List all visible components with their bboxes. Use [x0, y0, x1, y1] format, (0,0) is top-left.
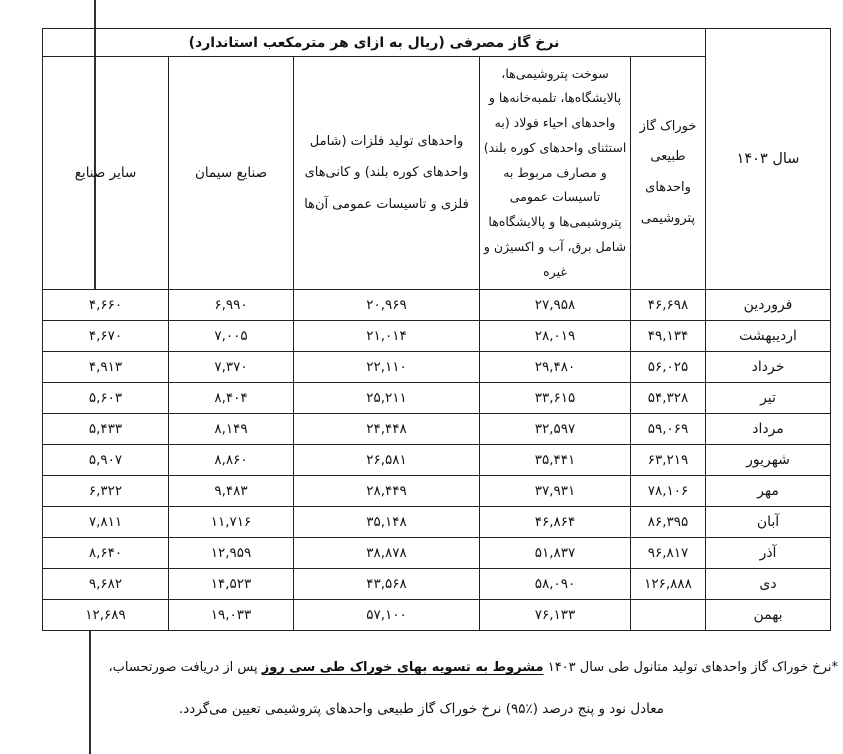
cell-month: بهمن: [706, 600, 831, 631]
cell-month: مرداد: [706, 414, 831, 445]
cell-siman: ۱۹,۰۳۳: [169, 600, 294, 631]
cell-khorak: ۱۲۶,۸۸۸: [631, 569, 706, 600]
cell-sookht: ۵۱,۸۳۷: [480, 538, 631, 569]
cell-khorak: ۵۴,۳۲۸: [631, 383, 706, 414]
cell-khorak: ۵۶,۰۲۵: [631, 352, 706, 383]
cell-other: ۴,۶۷۰: [43, 321, 169, 352]
cell-month: مهر: [706, 476, 831, 507]
table-row: [43, 383, 831, 414]
cell-khorak: ۵۹,۰۶۹: [631, 414, 706, 445]
table-row: [43, 290, 831, 321]
cell-felezat: ۲۶,۵۸۱: [294, 445, 480, 476]
cell-siman: ۷,۰۰۵: [169, 321, 294, 352]
table-title-row: [43, 29, 831, 57]
cell-sookht: ۲۸,۰۱۹: [480, 321, 631, 352]
footnote-text-post: پس از دریافت صورتحساب،: [108, 660, 262, 675]
cell-siman: ۱۴,۵۲۳: [169, 569, 294, 600]
cell-other: ۴,۹۱۳: [43, 352, 169, 383]
cell-siman: ۸,۱۴۹: [169, 414, 294, 445]
cell-siman: ۹,۴۸۳: [169, 476, 294, 507]
cell-other: ۱۲,۶۸۹: [43, 600, 169, 631]
cell-khorak: ۷۸,۱۰۶: [631, 476, 706, 507]
table-row: [43, 538, 831, 569]
footnote-line-1: [0, 658, 843, 679]
cell-khorak: ۴۶,۶۹۸: [631, 290, 706, 321]
column-header-siman: صنایع سیمان: [169, 57, 294, 290]
column-header-felezat: واحدهای تولید فلزات (شامل واحدهای کوره بلند) و کانی‌های فلزی و تاسیسات عمومی آن‌ها: [294, 57, 480, 290]
cell-month: شهریور: [706, 445, 831, 476]
table-row: [43, 352, 831, 383]
cell-other: ۸,۶۴۰: [43, 538, 169, 569]
cell-felezat: ۲۲,۱۱۰: [294, 352, 480, 383]
column-header-year: سال ۱۴۰۳: [706, 29, 831, 290]
table-row: [43, 445, 831, 476]
cell-month: خرداد: [706, 352, 831, 383]
cell-siman: ۷,۳۷۰: [169, 352, 294, 383]
cell-khorak: ۹۶,۸۱۷: [631, 538, 706, 569]
cell-sookht: ۴۶,۸۶۴: [480, 507, 631, 538]
cell-month: آذر: [706, 538, 831, 569]
cell-felezat: ۲۴,۴۴۸: [294, 414, 480, 445]
gas-rate-table: [42, 28, 831, 631]
table-title: نرخ گاز مصرفی (ریال به ازای هر مترمکعب استاندارد): [43, 29, 706, 57]
cell-felezat: ۲۰,۹۶۹: [294, 290, 480, 321]
cell-sookht: ۳۵,۴۴۱: [480, 445, 631, 476]
table-row: [43, 476, 831, 507]
cell-felezat: ۳۵,۱۴۸: [294, 507, 480, 538]
cell-khorak: ۶۳,۲۱۹: [631, 445, 706, 476]
cell-felezat: ۴۳,۵۶۸: [294, 569, 480, 600]
table-row: [43, 600, 831, 631]
cell-siman: ۱۱,۷۱۶: [169, 507, 294, 538]
column-header-khorak: خوراک گاز طبیعی واحدهای پتروشیمی: [631, 57, 706, 290]
cell-month: تیر: [706, 383, 831, 414]
table-row: [43, 321, 831, 352]
cell-other: ۹,۶۸۲: [43, 569, 169, 600]
cell-sookht: ۵۸,۰۹۰: [480, 569, 631, 600]
footnote-text-pre: *نرخ خوراک گاز واحدهای تولید متانول طی سال ۱۴۰۳: [543, 660, 838, 675]
cell-khorak: [631, 600, 706, 631]
cell-other: ۵,۶۰۳: [43, 383, 169, 414]
table-row: [43, 507, 831, 538]
cell-felezat: ۲۵,۲۱۱: [294, 383, 480, 414]
footnote: [0, 645, 843, 730]
cell-felezat: ۳۸,۸۷۸: [294, 538, 480, 569]
column-header-other: سایر صنایع: [43, 57, 169, 290]
cell-khorak: ۴۹,۱۳۴: [631, 321, 706, 352]
cell-siman: ۱۲,۹۵۹: [169, 538, 294, 569]
cell-siman: ۸,۸۶۰: [169, 445, 294, 476]
cell-felezat: ۵۷,۱۰۰: [294, 600, 480, 631]
cell-siman: ۶,۹۹۰: [169, 290, 294, 321]
cell-other: ۴,۶۶۰: [43, 290, 169, 321]
cell-felezat: ۲۱,۰۱۴: [294, 321, 480, 352]
cell-sookht: ۲۹,۴۸۰: [480, 352, 631, 383]
column-header-sookht: سوخت پتروشیمی‌ها، پالایشگاه‌ها، تلمبه‌خانه‌ها و واحدهای احیاء فولاد (به استثنای واحدهای کوره بلند) و مصارف مربوط به تاسیسات عمومی پتروشیمی‌ها و پالایشگاه‌ها شامل برق، آب و اکسیژن و غیره: [480, 57, 631, 290]
table-row: [43, 414, 831, 445]
cell-other: ۵,۹۰۷: [43, 445, 169, 476]
table-row: [43, 569, 831, 600]
cell-month: اردیبهشت: [706, 321, 831, 352]
cell-other: ۵,۴۳۳: [43, 414, 169, 445]
cell-sookht: ۳۳,۶۱۵: [480, 383, 631, 414]
cell-month: فروردین: [706, 290, 831, 321]
cell-khorak: ۸۶,۳۹۵: [631, 507, 706, 538]
cell-other: ۶,۳۲۲: [43, 476, 169, 507]
cell-month: آبان: [706, 507, 831, 538]
cell-month: دی: [706, 569, 831, 600]
cell-other: ۷,۸۱۱: [43, 507, 169, 538]
cell-sookht: ۳۲,۵۹۷: [480, 414, 631, 445]
cell-sookht: ۲۷,۹۵۸: [480, 290, 631, 321]
footnote-text-emphasis: مشروط به تسویه بهای خوراک طی سی روز: [261, 660, 544, 675]
cell-siman: ۸,۴۰۴: [169, 383, 294, 414]
cell-sookht: ۷۶,۱۳۳: [480, 600, 631, 631]
cell-felezat: ۲۸,۴۴۹: [294, 476, 480, 507]
cell-sookht: ۳۷,۹۳۱: [480, 476, 631, 507]
footnote-line-2: معادل نود و پنج درصد (٪۹۵) نرخ خوراک گاز طبیعی واحدهای پتروشیمی تعیین می‌گردد.: [178, 700, 665, 717]
